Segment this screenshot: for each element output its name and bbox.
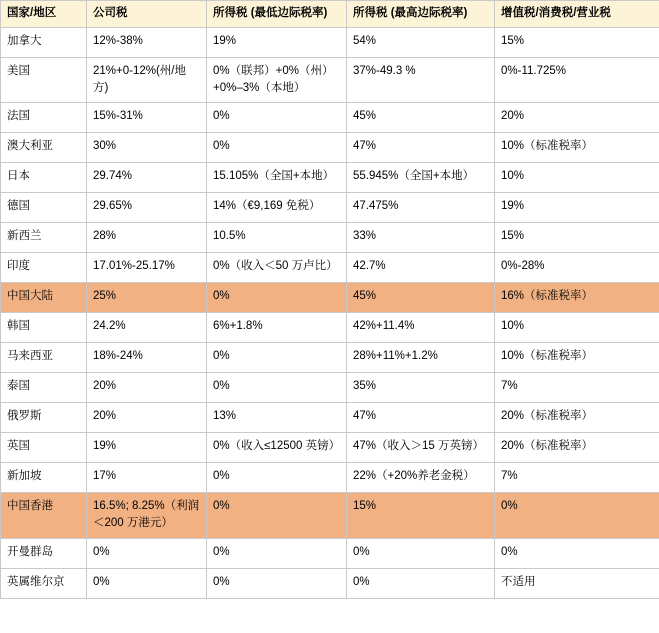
cell-country: 新西兰 [1,223,87,253]
table-row [1,57,659,102]
cell-corporate-tax: 17.01%-25.17% [87,253,207,283]
cell-income-tax-min: 13% [207,403,347,433]
cell-corporate-tax: 0% [87,538,207,568]
cell-country: 德国 [1,193,87,223]
cell-country: 韩国 [1,313,87,343]
cell-income-tax-max: 45% [347,283,495,313]
cell-corporate-tax: 25% [87,283,207,313]
cell-vat: 不适用 [495,568,659,598]
cell-income-tax-min: 10.5% [207,223,347,253]
cell-corporate-tax: 24.2% [87,313,207,343]
cell-corporate-tax: 17% [87,463,207,493]
cell-country: 澳大利亚 [1,133,87,163]
cell-income-tax-max: 47% [347,133,495,163]
cell-income-tax-max: 33% [347,223,495,253]
cell-corporate-tax: 12%-38% [87,27,207,57]
table-row [1,433,659,463]
table-header [1,1,659,28]
cell-income-tax-min: 0%（收入＜50 万卢比） [207,253,347,283]
table-row [1,403,659,433]
cell-income-tax-max: 22%（+20%养老金税） [347,463,495,493]
cell-country: 加拿大 [1,27,87,57]
header-row [1,1,659,28]
table-row [1,193,659,223]
cell-country: 美国 [1,57,87,102]
cell-vat: 0% [495,493,659,538]
cell-income-tax-max: 54% [347,27,495,57]
cell-income-tax-min: 0% [207,343,347,373]
cell-corporate-tax: 19% [87,433,207,463]
cell-vat: 15% [495,223,659,253]
table-row [1,133,659,163]
cell-corporate-tax: 20% [87,373,207,403]
cell-vat: 0% [495,538,659,568]
cell-income-tax-min: 0% [207,283,347,313]
cell-income-tax-max: 42.7% [347,253,495,283]
cell-country: 英属维尔京 [1,568,87,598]
table-row [1,163,659,193]
column-header-income-tax-max: 所得税 (最高边际税率) [347,1,495,28]
table-row [1,343,659,373]
cell-corporate-tax: 30% [87,133,207,163]
cell-vat: 10% [495,163,659,193]
cell-vat: 10% [495,313,659,343]
cell-country: 中国香港 [1,493,87,538]
cell-income-tax-max: 15% [347,493,495,538]
cell-income-tax-max: 35% [347,373,495,403]
cell-income-tax-max: 42%+11.4% [347,313,495,343]
table-row [1,223,659,253]
column-header-vat: 增值税/消费税/营业税 [495,1,659,28]
cell-income-tax-min: 0% [207,103,347,133]
table-body [1,27,659,598]
cell-income-tax-min: 0%（收入≤12500 英镑） [207,433,347,463]
cell-corporate-tax: 15%-31% [87,103,207,133]
table-row [1,568,659,598]
cell-country: 日本 [1,163,87,193]
cell-income-tax-min: 0% [207,463,347,493]
cell-income-tax-min: 0% [207,133,347,163]
cell-income-tax-max: 37%-49.3 % [347,57,495,102]
cell-vat: 7% [495,463,659,493]
cell-income-tax-min: 0% [207,538,347,568]
column-header-corporate-tax: 公司税 [87,1,207,28]
cell-income-tax-max: 47% [347,403,495,433]
cell-vat: 19% [495,193,659,223]
cell-vat: 0%-11.725% [495,57,659,102]
cell-income-tax-max: 47.475% [347,193,495,223]
cell-income-tax-max: 0% [347,568,495,598]
table-row [1,283,659,313]
cell-vat: 16%（标准税率） [495,283,659,313]
table-row [1,103,659,133]
cell-country: 开曼群岛 [1,538,87,568]
cell-income-tax-max: 47%（收入＞15 万英镑） [347,433,495,463]
cell-corporate-tax: 20% [87,403,207,433]
cell-vat: 20%（标准税率） [495,403,659,433]
cell-income-tax-max: 0% [347,538,495,568]
cell-income-tax-max: 28%+11%+1.2% [347,343,495,373]
cell-country: 马来西亚 [1,343,87,373]
table-row [1,538,659,568]
table-row [1,373,659,403]
cell-corporate-tax: 18%-24% [87,343,207,373]
cell-country: 印度 [1,253,87,283]
cell-income-tax-max: 55.945%（全国+本地） [347,163,495,193]
table-row [1,313,659,343]
column-header-country: 国家/地区 [1,1,87,28]
cell-country: 法国 [1,103,87,133]
cell-vat: 15% [495,27,659,57]
cell-corporate-tax: 29.74% [87,163,207,193]
cell-country: 中国大陆 [1,283,87,313]
cell-corporate-tax: 21%+0-12%(州/地方) [87,57,207,102]
cell-vat: 0%-28% [495,253,659,283]
cell-income-tax-min: 19% [207,27,347,57]
cell-country: 新加坡 [1,463,87,493]
cell-income-tax-min: 6%+1.8% [207,313,347,343]
cell-income-tax-min: 15.105%（全国+本地） [207,163,347,193]
table-row [1,493,659,538]
cell-vat: 10%（标准税率） [495,133,659,163]
cell-vat: 20%（标准税率） [495,433,659,463]
column-header-income-tax-min: 所得税 (最低边际税率) [207,1,347,28]
cell-income-tax-min: 14%（€9,169 免税） [207,193,347,223]
table-row [1,27,659,57]
cell-country: 英国 [1,433,87,463]
cell-vat: 20% [495,103,659,133]
cell-vat: 7% [495,373,659,403]
cell-income-tax-min: 0% [207,493,347,538]
cell-corporate-tax: 0% [87,568,207,598]
cell-income-tax-max: 45% [347,103,495,133]
cell-corporate-tax: 29.65% [87,193,207,223]
cell-income-tax-min: 0% [207,373,347,403]
table-row [1,463,659,493]
cell-corporate-tax: 28% [87,223,207,253]
table-row [1,253,659,283]
cell-vat: 10%（标准税率） [495,343,659,373]
cell-country: 泰国 [1,373,87,403]
cell-income-tax-min: 0% [207,568,347,598]
cell-income-tax-min: 0%（联邦）+0%（州）+0%–3%（本地） [207,57,347,102]
cell-country: 俄罗斯 [1,403,87,433]
cell-corporate-tax: 16.5%; 8.25%（利润＜200 万港元） [87,493,207,538]
